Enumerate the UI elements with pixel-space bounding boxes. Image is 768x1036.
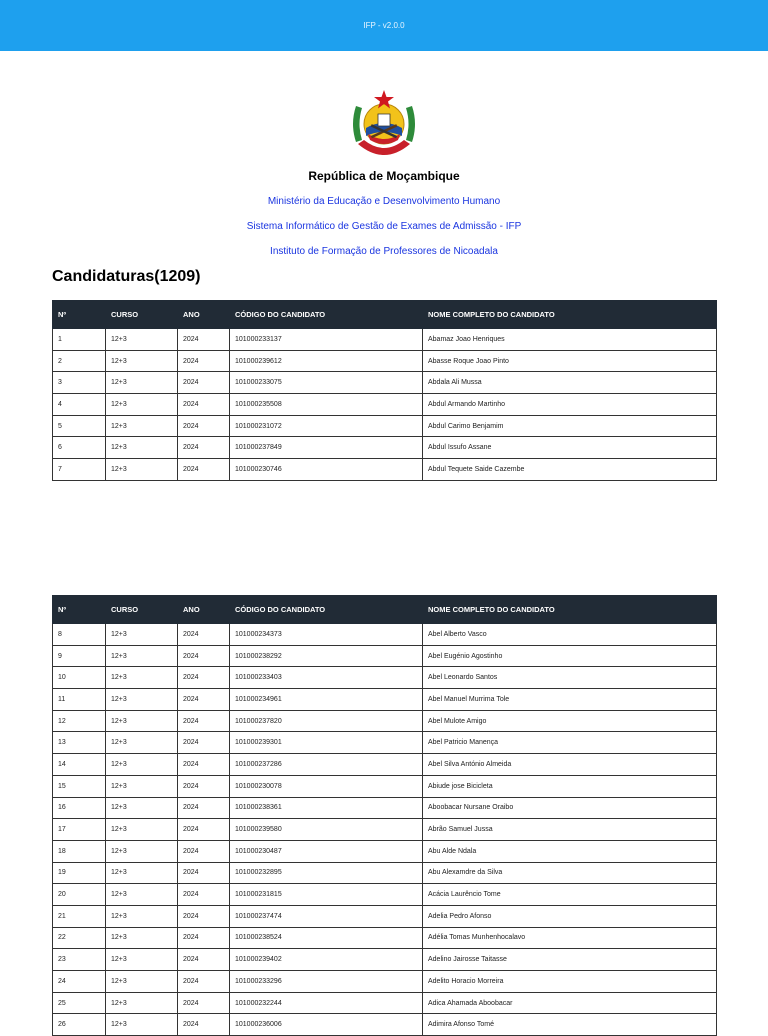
cell-candidate-code: 101000236006 <box>230 1014 423 1036</box>
cell-candidate-name: Adica Ahamada Aboobacar <box>423 992 717 1014</box>
cell-course: 12+3 <box>106 1014 178 1036</box>
cell-course: 12+3 <box>106 949 178 971</box>
cell-year: 2024 <box>178 394 230 416</box>
cell-number: 6 <box>53 437 106 459</box>
cell-course: 12+3 <box>106 797 178 819</box>
table-row <box>53 840 717 862</box>
cell-number: 23 <box>53 949 106 971</box>
table-row <box>53 905 717 927</box>
cell-candidate-name: Abasse Roque Joao Pinto <box>423 350 717 372</box>
cell-year: 2024 <box>178 732 230 754</box>
cell-year: 2024 <box>178 862 230 884</box>
table-row <box>53 415 717 437</box>
table-row <box>53 437 717 459</box>
cell-year: 2024 <box>178 949 230 971</box>
cell-course: 12+3 <box>106 884 178 906</box>
cell-candidate-name: Abdul Tequete Saide Cazembe <box>423 459 717 481</box>
cell-year: 2024 <box>178 415 230 437</box>
cell-year: 2024 <box>178 1014 230 1036</box>
cell-year: 2024 <box>178 971 230 993</box>
cell-course: 12+3 <box>106 437 178 459</box>
cell-candidate-code: 101000233296 <box>230 971 423 993</box>
cell-course: 12+3 <box>106 971 178 993</box>
cell-candidate-name: Adélia Tomas Munhenhocalavo <box>423 927 717 949</box>
cell-year: 2024 <box>178 840 230 862</box>
cell-candidate-code: 101000237286 <box>230 754 423 776</box>
cell-candidate-name: Abdul Issufo Assane <box>423 437 717 459</box>
table-row <box>53 819 717 841</box>
table-row <box>53 884 717 906</box>
institute-line: Instituto de Formação de Professores de Nicoadala <box>270 246 498 257</box>
cell-candidate-code: 101000239301 <box>230 732 423 754</box>
cell-year: 2024 <box>178 350 230 372</box>
cell-year: 2024 <box>178 329 230 351</box>
table-row <box>53 732 717 754</box>
column-header-candidate-code: CÓDIGO DO CANDIDATO <box>230 301 423 329</box>
cell-course: 12+3 <box>106 754 178 776</box>
cell-candidate-name: Abel Eugénio Agostinho <box>423 645 717 667</box>
cell-candidate-code: 101000233403 <box>230 667 423 689</box>
cell-candidate-name: Adelia Pedro Afonso <box>423 905 717 927</box>
cell-year: 2024 <box>178 437 230 459</box>
table-row <box>53 971 717 993</box>
cell-course: 12+3 <box>106 710 178 732</box>
table-row <box>53 797 717 819</box>
cell-candidate-name: Aboobacar Nursane Oraibo <box>423 797 717 819</box>
candidates-table <box>52 300 717 481</box>
cell-candidate-code: 101000231815 <box>230 884 423 906</box>
cell-year: 2024 <box>178 992 230 1014</box>
cell-candidate-name: Adelino Jairosse Taitasse <box>423 949 717 971</box>
page-title: Candidaturas(1209) <box>52 268 201 285</box>
cell-number: 3 <box>53 372 106 394</box>
cell-course: 12+3 <box>106 819 178 841</box>
cell-year: 2024 <box>178 819 230 841</box>
table-row <box>53 350 717 372</box>
column-header-candidate-code: CÓDIGO DO CANDIDATO <box>230 596 423 624</box>
cell-number: 9 <box>53 645 106 667</box>
cell-candidate-code: 101000239580 <box>230 819 423 841</box>
cell-candidate-code: 101000230487 <box>230 840 423 862</box>
cell-course: 12+3 <box>106 350 178 372</box>
top-bar <box>0 0 768 51</box>
system-line: Sistema Informático de Gestão de Exames de Admissão - IFP <box>246 221 522 232</box>
cell-candidate-name: Abiude jose Bicicleta <box>423 775 717 797</box>
ministry-line: Ministério da Educação e Desenvolvimento Humano <box>267 196 501 207</box>
column-header-candidate-name: NOME COMPLETO DO CANDIDATO <box>423 596 717 624</box>
cell-candidate-code: 101000237820 <box>230 710 423 732</box>
cell-candidate-name: Abel Alberto Vasco <box>423 624 717 646</box>
cell-candidate-name: Abrão Samuel Jussa <box>423 819 717 841</box>
cell-course: 12+3 <box>106 927 178 949</box>
table-row <box>53 949 717 971</box>
cell-course: 12+3 <box>106 645 178 667</box>
table-row <box>53 927 717 949</box>
cell-candidate-code: 101000230078 <box>230 775 423 797</box>
table-row <box>53 775 717 797</box>
cell-number: 13 <box>53 732 106 754</box>
table-row <box>53 992 717 1014</box>
cell-candidate-code: 101000238361 <box>230 797 423 819</box>
cell-year: 2024 <box>178 689 230 711</box>
version-label: IFP - v2.0.0 <box>363 21 405 30</box>
column-header-number: Nº <box>53 301 106 329</box>
republic-heading: República de Moçambique <box>308 169 460 183</box>
cell-year: 2024 <box>178 884 230 906</box>
cell-year: 2024 <box>178 927 230 949</box>
table-row <box>53 667 717 689</box>
table-row <box>53 394 717 416</box>
cell-candidate-name: Adimira Afonso Tomé <box>423 1014 717 1036</box>
cell-year: 2024 <box>178 624 230 646</box>
table-row <box>53 689 717 711</box>
cell-candidate-name: Abel Leonardo Santos <box>423 667 717 689</box>
cell-course: 12+3 <box>106 329 178 351</box>
cell-number: 20 <box>53 884 106 906</box>
cell-course: 12+3 <box>106 905 178 927</box>
cell-candidate-code: 101000232244 <box>230 992 423 1014</box>
cell-number: 8 <box>53 624 106 646</box>
cell-candidate-code: 101000230746 <box>230 459 423 481</box>
cell-candidate-code: 101000239402 <box>230 949 423 971</box>
cell-number: 16 <box>53 797 106 819</box>
cell-number: 14 <box>53 754 106 776</box>
cell-year: 2024 <box>178 667 230 689</box>
cell-number: 10 <box>53 667 106 689</box>
cell-candidate-code: 101000239612 <box>230 350 423 372</box>
cell-course: 12+3 <box>106 667 178 689</box>
cell-number: 21 <box>53 905 106 927</box>
table-header-row <box>53 301 717 329</box>
cell-number: 1 <box>53 329 106 351</box>
cell-year: 2024 <box>178 754 230 776</box>
column-header-year: ANO <box>178 596 230 624</box>
cell-candidate-code: 101000233137 <box>230 329 423 351</box>
cell-candidate-name: Abdul Armando Martinho <box>423 394 717 416</box>
cell-course: 12+3 <box>106 415 178 437</box>
cell-course: 12+3 <box>106 459 178 481</box>
cell-number: 7 <box>53 459 106 481</box>
table-row <box>53 1014 717 1036</box>
table-row <box>53 624 717 646</box>
column-header-course: CURSO <box>106 596 178 624</box>
cell-number: 24 <box>53 971 106 993</box>
cell-course: 12+3 <box>106 732 178 754</box>
cell-year: 2024 <box>178 459 230 481</box>
cell-course: 12+3 <box>106 372 178 394</box>
column-header-number: Nº <box>53 596 106 624</box>
cell-number: 17 <box>53 819 106 841</box>
cell-year: 2024 <box>178 905 230 927</box>
cell-candidate-code: 101000238524 <box>230 927 423 949</box>
cell-course: 12+3 <box>106 775 178 797</box>
cell-candidate-name: Abel Silva António Almeida <box>423 754 717 776</box>
table-row <box>53 645 717 667</box>
cell-candidate-code: 101000231072 <box>230 415 423 437</box>
cell-number: 26 <box>53 1014 106 1036</box>
cell-course: 12+3 <box>106 689 178 711</box>
table-row <box>53 710 717 732</box>
cell-candidate-code: 101000235508 <box>230 394 423 416</box>
cell-year: 2024 <box>178 797 230 819</box>
cell-course: 12+3 <box>106 862 178 884</box>
cell-course: 12+3 <box>106 840 178 862</box>
cell-candidate-name: Abel Manuel Murrima Tole <box>423 689 717 711</box>
cell-candidate-name: Abel Patricio Manença <box>423 732 717 754</box>
cell-number: 4 <box>53 394 106 416</box>
cell-candidate-name: Abdul Carimo Benjamim <box>423 415 717 437</box>
cell-candidate-code: 101000234961 <box>230 689 423 711</box>
cell-number: 18 <box>53 840 106 862</box>
cell-candidate-name: Abel Mulote Amigo <box>423 710 717 732</box>
cell-candidate-code: 101000237474 <box>230 905 423 927</box>
cell-candidate-name: Abdala Ali Mussa <box>423 372 717 394</box>
column-header-course: CURSO <box>106 301 178 329</box>
cell-number: 2 <box>53 350 106 372</box>
table-row <box>53 862 717 884</box>
cell-number: 5 <box>53 415 106 437</box>
cell-candidate-code: 101000238292 <box>230 645 423 667</box>
column-header-year: ANO <box>178 301 230 329</box>
cell-course: 12+3 <box>106 624 178 646</box>
column-header-candidate-name: NOME COMPLETO DO CANDIDATO <box>423 301 717 329</box>
cell-candidate-code: 101000237849 <box>230 437 423 459</box>
candidates-table <box>52 595 717 1036</box>
cell-year: 2024 <box>178 710 230 732</box>
cell-candidate-code: 101000233075 <box>230 372 423 394</box>
cell-year: 2024 <box>178 775 230 797</box>
cell-candidate-name: Abu Alde Ndala <box>423 840 717 862</box>
cell-course: 12+3 <box>106 394 178 416</box>
cell-number: 15 <box>53 775 106 797</box>
table-row <box>53 459 717 481</box>
cell-number: 19 <box>53 862 106 884</box>
cell-number: 25 <box>53 992 106 1014</box>
table-row <box>53 372 717 394</box>
cell-candidate-name: Adelito Horacio Morreira <box>423 971 717 993</box>
mozambique-coat-of-arms-icon <box>346 84 422 162</box>
cell-number: 22 <box>53 927 106 949</box>
table-header-row <box>53 596 717 624</box>
cell-candidate-name: Acácia Laurêncio Tome <box>423 884 717 906</box>
table-row <box>53 754 717 776</box>
cell-candidate-code: 101000234373 <box>230 624 423 646</box>
cell-number: 12 <box>53 710 106 732</box>
cell-candidate-name: Abamaz Joao Henriques <box>423 329 717 351</box>
cell-year: 2024 <box>178 372 230 394</box>
cell-course: 12+3 <box>106 992 178 1014</box>
cell-candidate-code: 101000232895 <box>230 862 423 884</box>
cell-number: 11 <box>53 689 106 711</box>
cell-candidate-name: Abu Alexamdre da Silva <box>423 862 717 884</box>
table-row <box>53 329 717 351</box>
cell-year: 2024 <box>178 645 230 667</box>
